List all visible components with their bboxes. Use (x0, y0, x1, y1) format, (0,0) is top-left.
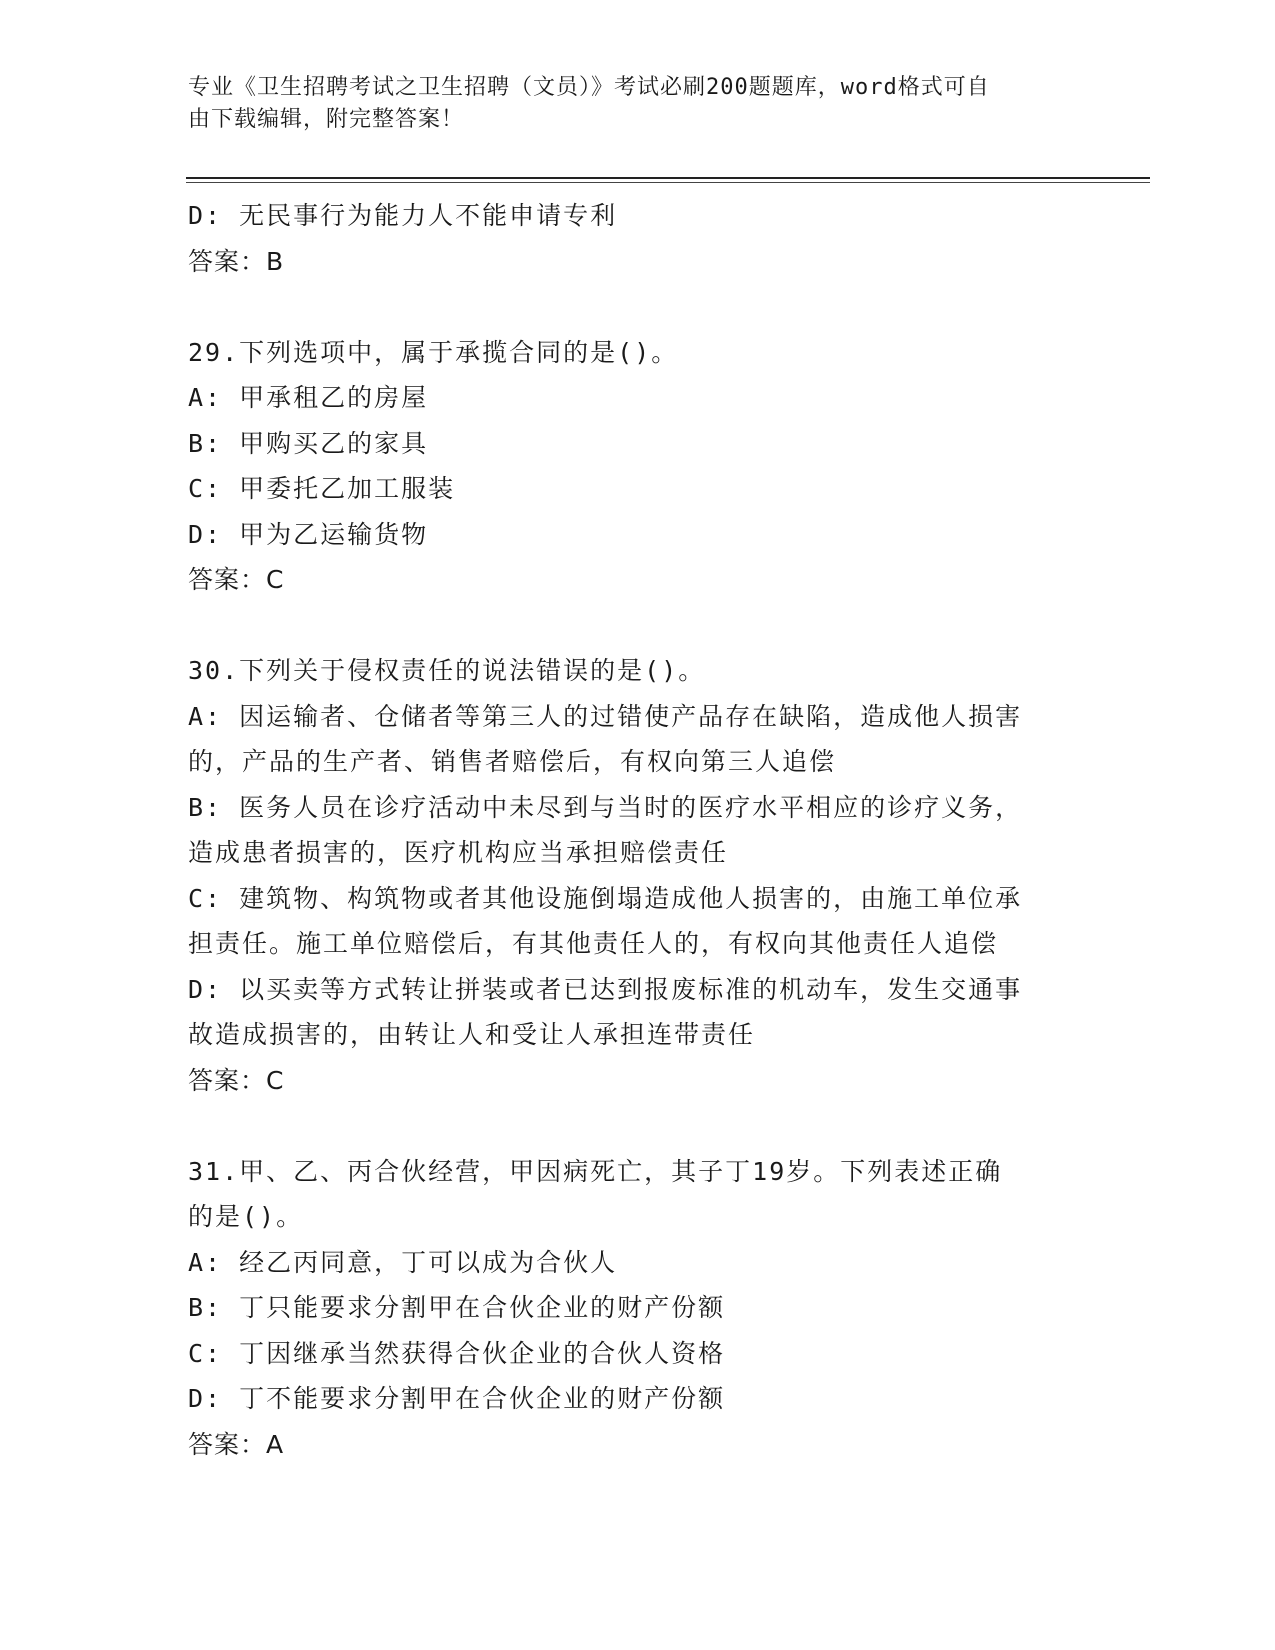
option-a: A: 因运输者、仓储者等第三人的过错使产品存在缺陷，造成他人损害 (188, 701, 1023, 731)
option-c: C: 建筑物、构筑物或者其他设施倒塌造成他人损害的，由施工单位承 (188, 883, 1023, 913)
prev-question-answer: 答案：B (188, 246, 285, 276)
option-b: B: 甲购买乙的家具 (188, 428, 429, 458)
spacer (188, 1103, 1088, 1149)
document-body (188, 193, 1088, 1467)
question-31 (188, 1149, 1088, 1468)
prev-question-option-d: D: 无民事行为能力人不能申请专利 (188, 201, 618, 230)
answer-line: 答案：C (188, 565, 285, 594)
option-c-continued: 担责任。施工单位赔偿后，有其他责任人的，有权向其他责任人追偿 (188, 929, 999, 958)
option-d: D: 甲为乙运输货物 (188, 519, 429, 549)
option-a: A: 甲承租乙的房屋 (188, 383, 429, 412)
option-c: C: 丁因继承当然获得合伙企业的合伙人资格 (188, 1338, 726, 1368)
answer-line: 答案：A (188, 1429, 285, 1459)
answer-line: 答案：C (188, 1065, 285, 1095)
question-stem-continued: 的是()。 (188, 1202, 304, 1231)
option-b-continued: 造成患者损害的，医疗机构应当承担赔偿责任 (188, 838, 729, 867)
question-stem: 30.下列关于侵权责任的说法错误的是()。 (188, 656, 706, 685)
option-d: D: 丁不能要求分割甲在合伙企业的财产份额 (188, 1384, 726, 1413)
question-29 (188, 330, 1088, 603)
option-d-continued: 故造成损害的，由转让人和受让人承担连带责任 (188, 1020, 756, 1049)
option-d: D: 以买卖等方式转让拼装或者已达到报废标准的机动车，发生交通事 (188, 974, 1023, 1004)
option-a: A: 经乙丙同意，丁可以成为合伙人 (188, 1247, 618, 1277)
option-b: B: 医务人员在诊疗活动中未尽到与当时的医疗水平相应的诊疗义务， (188, 792, 1023, 822)
header-line-1: 专业《卫生招聘考试之卫生招聘（文员）》考试必刷200题题库，word格式可自 (188, 75, 990, 100)
question-stem: 31.甲、乙、丙合伙经营，甲因病死亡，其子丁19岁。下列表述正确 (188, 1156, 1003, 1186)
page-header (188, 72, 1068, 136)
option-c: C: 甲委托乙加工服装 (188, 474, 456, 503)
spacer (188, 603, 1088, 649)
question-30 (188, 648, 1088, 1103)
header-line-2: 由下载编辑，附完整答案！ (188, 107, 465, 132)
option-a-continued: 的，产品的生产者、销售者赔偿后，有权向第三人追偿 (188, 747, 837, 776)
option-b: B: 丁只能要求分割甲在合伙企业的财产份额 (188, 1293, 726, 1322)
spacer (188, 284, 1088, 330)
header-divider-thick (186, 177, 1150, 179)
header-divider-thin (186, 182, 1150, 183)
question-stem: 29.下列选项中，属于承揽合同的是()。 (188, 337, 679, 367)
